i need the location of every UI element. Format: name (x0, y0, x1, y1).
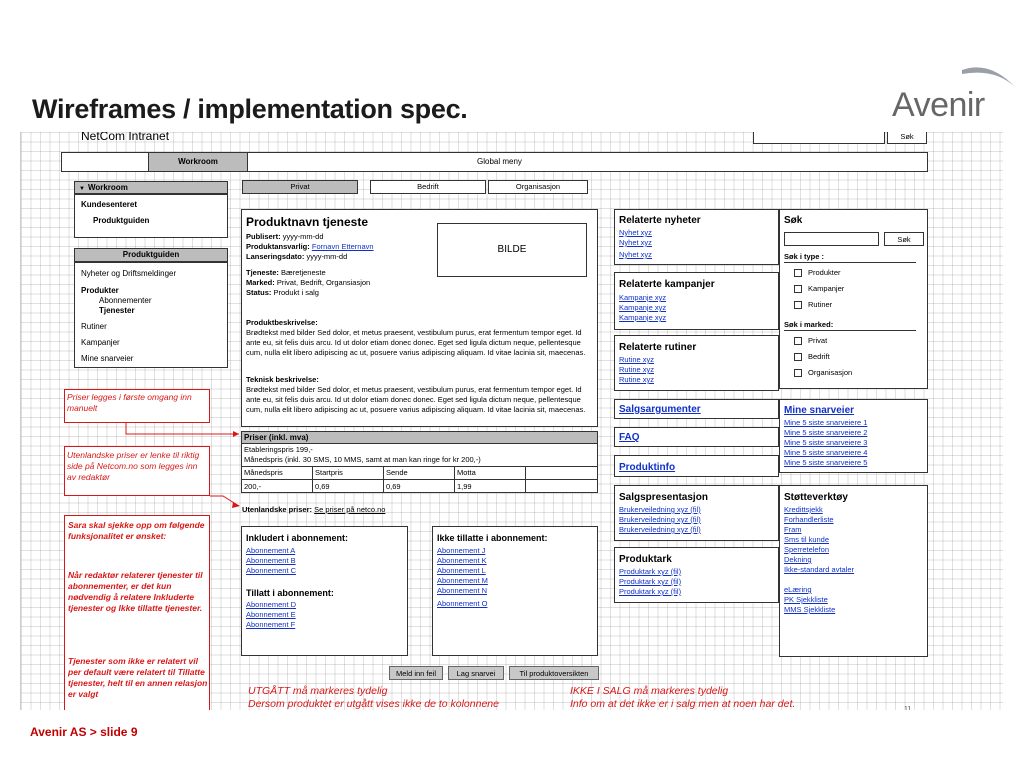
included-link[interactable]: Abonnement B (246, 556, 296, 565)
nav-kampanjer[interactable]: Kampanjer (81, 338, 120, 347)
price-header: Motta (455, 466, 526, 480)
manual-link[interactable]: Brukerveiledning xyz (fil) (619, 525, 701, 534)
tool-link[interactable]: Fram (784, 525, 802, 534)
allowed-title: Tillatt i abonnement: (246, 588, 334, 598)
status-value: Produkt i salg (273, 288, 319, 297)
tool-link[interactable]: Forhandlerliste (784, 515, 834, 524)
workroom-tab[interactable]: Workroom (148, 152, 248, 172)
manual-link[interactable]: Brukerveiledning xyz (fil) (619, 505, 701, 514)
owner-label: Produktansvarlig: (246, 242, 310, 251)
not-allowed-link[interactable]: Abonnement J (437, 546, 486, 555)
product-name: Produktnavn tjeneste (246, 215, 369, 229)
campaign-link[interactable]: Kampanje xyz (619, 313, 667, 322)
price-header: Sende (384, 466, 455, 480)
note-expired (248, 685, 568, 710)
market-option-label: Privat (808, 336, 828, 345)
nav-produktguiden[interactable]: Produktguiden (93, 216, 150, 225)
market-value: Privat, Bedrift, Organsiasjon (276, 278, 371, 287)
type-option-label: Rutiner (808, 300, 833, 309)
product-overview-button[interactable]: Til produktoversikten (509, 666, 599, 680)
news-link[interactable]: Nyhet xyz (619, 250, 652, 259)
note-relations: Når redaktør relaterer tjenester til abonnementer, er det kun nødvendig å relatere Inkluderte tjenester og Ikke tillatte tjenester. (68, 570, 203, 613)
tool-link[interactable]: Dekning (784, 555, 812, 564)
faq-link[interactable]: FAQ (619, 432, 640, 443)
tool-link[interactable]: MMS Sjekkliste (784, 605, 836, 614)
slide-title: Wireframes / implementation spec. (32, 94, 468, 124)
tab-bedrift[interactable]: Bedrift (370, 180, 486, 194)
routine-link[interactable]: Rutine xyz (619, 365, 655, 374)
shortcut-link[interactable]: Mine 5 siste snarveiere 3 (784, 438, 868, 447)
note-expired-2: Dersom produktet er utgått vises ikke de to kolonnene (248, 698, 499, 710)
allowed-link[interactable]: Abonnement F (246, 620, 296, 629)
global-menu-label[interactable]: Global meny (477, 157, 522, 166)
price-header: Månedspris (242, 466, 313, 480)
desc-title: Produktbeskrivelse: (246, 318, 318, 327)
news-link[interactable]: Nyhet xyz (619, 228, 652, 237)
tech-text: Brødtekst med bilder Sed dolor, et metus praesent, vestibulum purus, erat fermentum tempor eget. Id ante eu, sit felis duis arcu. Id ut dolor etiam donec donec. Eget sed ligula dictum neque, pellentesque cum, nulla elit libero adipiscing ac ut, posuere varius adipiscing aliquam. Id vitae lacinia sit, maecenas. (246, 385, 586, 414)
tool-link[interactable]: Kredittsjekk (784, 505, 823, 514)
price-value: 1,99 (455, 480, 526, 493)
manual-link[interactable]: Brukerveiledning xyz (fil) (619, 515, 701, 524)
tech-title: Teknisk beskrivelse: (246, 375, 319, 384)
tools-title: Støtteverktøy (784, 492, 848, 503)
product-card-link[interactable]: Produktark xyz (fil) (619, 587, 682, 596)
note-not-in-sale (570, 685, 900, 710)
note-manual-prices: Priser legges i første omgang inn manuelt (67, 392, 192, 413)
news-link[interactable]: Nyhet xyz (619, 238, 652, 247)
included-link[interactable]: Abonnement C (246, 566, 297, 575)
logo-text: Avenir (892, 86, 985, 124)
report-error-button[interactable]: Meld inn feil (389, 666, 443, 680)
tab-privat[interactable]: Privat (242, 180, 358, 194)
workroom-header-label: Workroom (87, 183, 128, 192)
related-news-title: Relaterte nyheter (619, 215, 701, 226)
app-title: NetCom Intranet (81, 132, 170, 143)
nav-abonnementer[interactable]: Abonnementer (99, 296, 152, 305)
annotation-arrows (21, 132, 1003, 710)
shortcut-link[interactable]: Mine 5 siste snarveiere 2 (784, 428, 868, 437)
product-card-link[interactable]: Produktark xyz (fil) (619, 567, 682, 576)
slide-number: 11 (904, 706, 912, 710)
not-allowed-link[interactable]: Abonnement N (437, 586, 488, 595)
market-option-label: Organisasjon (808, 368, 853, 377)
note-foreign-prices: Utenlandske priser er lenke til riktig side på Netcom.no som legges inn av redaktør (67, 450, 200, 482)
owner-link[interactable]: Fornavn Etternavn (311, 242, 374, 251)
tool-link[interactable]: PK Sjekkliste (784, 595, 828, 604)
included-link[interactable]: Abonnement A (246, 546, 296, 555)
nav-rutiner[interactable]: Rutiner (81, 322, 107, 331)
campaign-link[interactable]: Kampanje xyz (619, 303, 667, 312)
nav-produkter[interactable]: Produkter (81, 286, 119, 295)
status-label: Status: (246, 288, 272, 297)
desc-text: Brødtekst med bilder Sed dolor, et metus praesent, vestibulum purus, erat fermentum tempor eget. Id ante eu, sit felis duis arcu. Id ut dolor etiam donec donec. Eget sed ligula dictum neque, pellentesque cum, nulla elit libero adipiscing ac ut, posuere varius adipiscing aliquam. Id vitae lacinia sit, maecenas. (246, 328, 586, 357)
type-option-label: Kampanjer (808, 284, 845, 293)
type-option-label: Produkter (808, 268, 841, 277)
nav-snarveier[interactable]: Mine snarveier (81, 354, 134, 363)
note-sara: Sara skal sjekke opp om følgende funksjonalitet er ønsket: (68, 520, 205, 541)
market-label: Marked: (246, 278, 275, 287)
nav-kundesenteret[interactable]: Kundesenteret (81, 200, 138, 209)
prices-line1: Etableringspris 199,- (244, 445, 313, 454)
price-value: 200,- (242, 480, 313, 493)
search-type-label: Søk i type : (784, 252, 916, 263)
service-value: Bæretjeneste (281, 268, 326, 277)
tool-link[interactable]: eLæring (784, 585, 812, 594)
not-allowed-link[interactable]: Abonnement L (437, 566, 486, 575)
note-not-in-sale-2: Info om at det ikke er i salg men at noen har det. (570, 698, 796, 710)
search-market-label: Søk i marked: (784, 320, 916, 331)
product-info-link[interactable]: Produktinfo (619, 462, 676, 473)
foreign-prices-link[interactable]: Se priser på netco.no (314, 505, 386, 514)
shortcut-link[interactable]: Mine 5 siste snarveiere 5 (784, 458, 868, 467)
wireframe-canvas (20, 132, 1003, 710)
included-title: Inkludert i abonnement: (246, 533, 349, 543)
not-allowed-link[interactable]: Abonnement M (437, 576, 488, 585)
slide-footer: Avenir AS > slide 9 (30, 725, 138, 739)
triangle-down-icon: ▼ (79, 186, 85, 192)
not-allowed-link[interactable]: Abonnement O (437, 599, 488, 608)
create-shortcut-button[interactable]: Lag snarvei (448, 666, 504, 680)
avenir-logo (888, 62, 1008, 128)
routine-link[interactable]: Rutine xyz (619, 375, 655, 384)
price-value: 0,69 (313, 480, 384, 493)
tool-link[interactable]: Sms til kunde (784, 535, 830, 544)
sales-pres-title: Salgspresentasjon (619, 492, 708, 503)
guide-header: Produktguiden (74, 248, 228, 262)
note-default: Tjenester som ikke er relatert vil per default være relatert til Tillatte tjenester, helt til en annen relasjon er valgt (68, 656, 208, 699)
allowed-link[interactable]: Abonnement E (246, 610, 296, 619)
published-value: yyyy-mm-dd (282, 232, 324, 241)
nav-tjenester[interactable]: Tjenester (99, 306, 135, 315)
prices-title: Priser (inkl. mva) (242, 432, 597, 444)
market-option-label: Bedrift (808, 352, 830, 361)
launch-value: yyyy-mm-dd (306, 252, 348, 261)
prices-line2: Månedspris (inkl. 30 SMS, 10 MMS, samt at man kan ringe for kr 200,-) (244, 455, 481, 464)
campaign-link[interactable]: Kampanje xyz (619, 293, 667, 302)
not-allowed-link[interactable]: Abonnement K (437, 556, 487, 565)
sales-args-link[interactable]: Salgsargumenter (619, 404, 701, 415)
launch-label: Lanseringsdato: (246, 252, 305, 261)
allowed-link[interactable]: Abonnement D (246, 600, 297, 609)
product-card-link[interactable]: Produktark xyz (fil) (619, 577, 682, 586)
price-header: Startpris (313, 466, 384, 480)
shortcut-link[interactable]: Mine 5 siste snarveiere 4 (784, 448, 868, 457)
related-routines-title: Relaterte rutiner (619, 342, 697, 353)
product-cards-title: Produktark (619, 554, 672, 565)
product-image: BILDE (437, 223, 587, 277)
not-allowed-title: Ikke tillatte i abonnement: (437, 533, 548, 543)
note-expired-1: UTGÅTT må markeres tydelig (248, 685, 388, 697)
search-panel-title: Søk (784, 215, 803, 226)
search-panel-button[interactable]: Søk (884, 232, 924, 246)
service-label: Tjeneste: (246, 268, 279, 277)
tab-organisasjon[interactable]: Organisasjon (488, 180, 588, 194)
nav-news[interactable]: Nyheter og Driftsmeldinger (81, 269, 177, 278)
top-search-button[interactable]: Søk (887, 132, 927, 144)
related-campaigns-title: Relaterte kampanjer (619, 279, 715, 290)
price-value: 0,69 (384, 480, 455, 493)
note-not-in-sale-1: IKKE I SALG må markeres tydelig (570, 685, 729, 697)
tool-link[interactable]: Sperretelefon (784, 545, 830, 554)
shortcuts-title[interactable]: Mine snarveier (784, 405, 855, 416)
shortcut-link[interactable]: Mine 5 siste snarveiere 1 (784, 418, 868, 427)
tool-link[interactable]: Ikke-standard avtaler (784, 565, 855, 574)
routine-link[interactable]: Rutine xyz (619, 355, 655, 364)
published-label: Publisert: (246, 232, 281, 241)
foreign-label: Utenlandske priser: (242, 505, 313, 514)
